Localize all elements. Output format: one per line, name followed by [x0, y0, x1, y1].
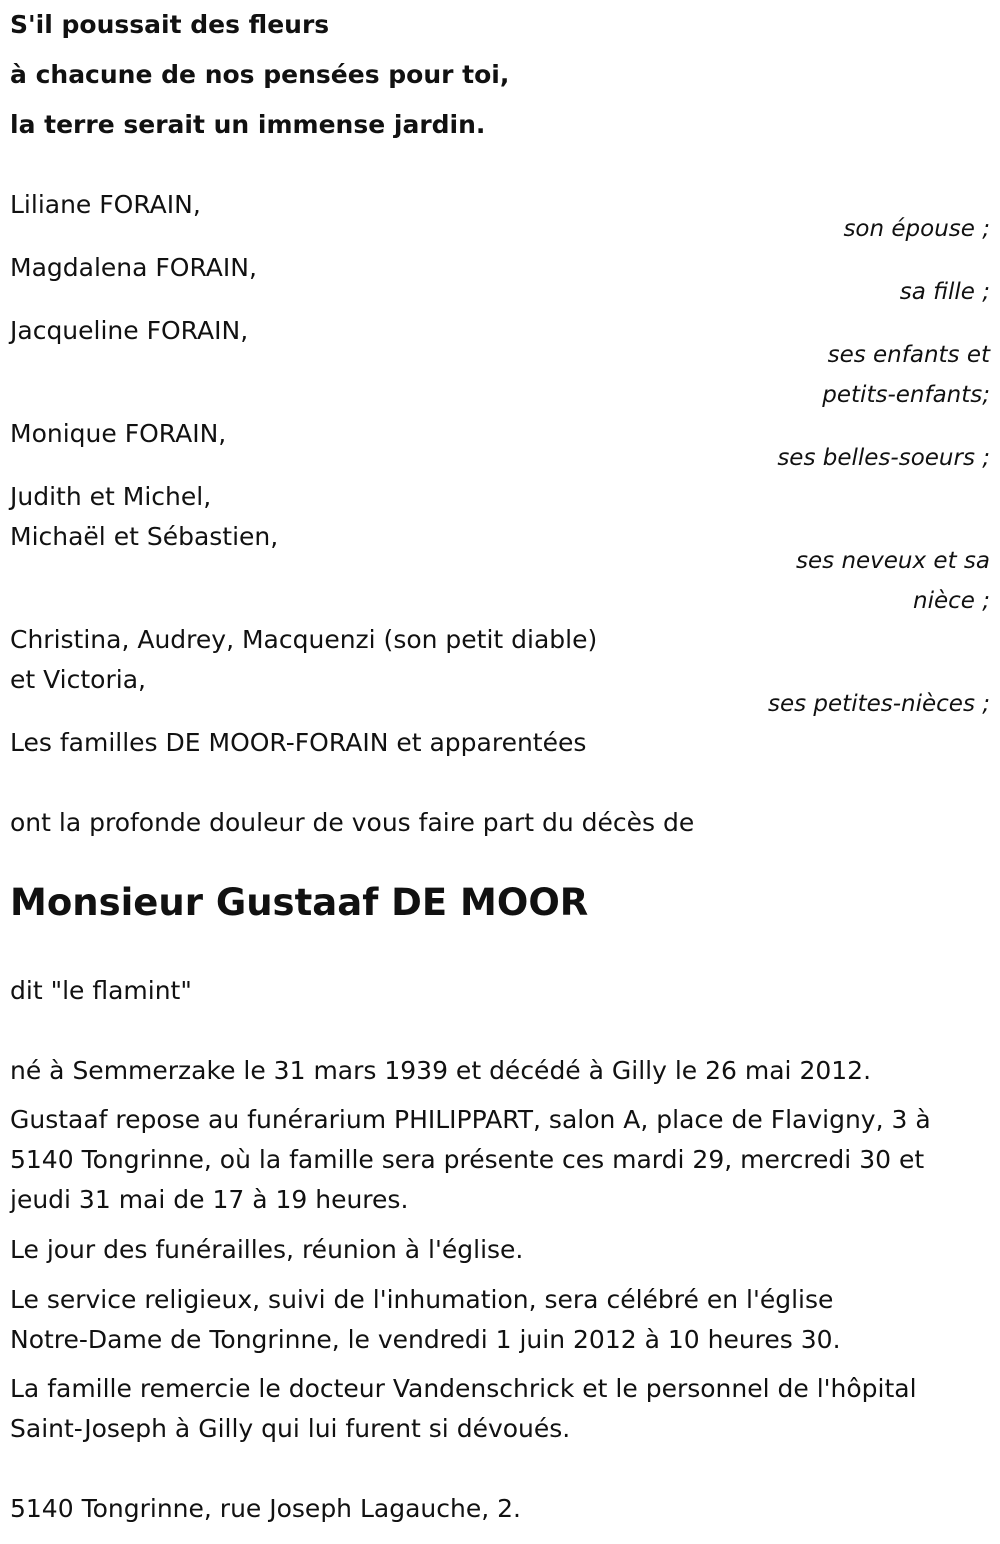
family-relation-nephews-2: nièce ; [913, 588, 990, 614]
family-relation-nephews-1: ses neveux et sa [796, 548, 990, 574]
thanks-line-2: Saint-Joseph à Gilly qui lui furent si dévoués. [10, 1414, 571, 1443]
family-relation-monique: ses belles-soeurs ; [777, 445, 990, 471]
family-name-victoria: et Victoria, [10, 665, 146, 694]
family-relation-jacqueline-1: ses enfants et [827, 342, 990, 368]
repose-line-1: Gustaaf repose au funérarium PHILIPPART, salon A, place de Flavigny, 3 à [10, 1105, 931, 1134]
service-line-1: Le service religieux, suivi de l'inhumation, sera célébré en l'église [10, 1285, 834, 1314]
family-name-michael: Michaël et Sébastien, [10, 522, 279, 551]
family-relation-liliane: son épouse ; [843, 216, 990, 242]
announcement-text: ont la profonde douleur de vous faire part du décès de [10, 808, 695, 837]
family-name-christina: Christina, Audrey, Macquenzi (son petit diable) [10, 625, 598, 654]
poem-line-2: à chacune de nos pensées pour toi, [10, 60, 510, 89]
service-line-2: Notre-Dame de Tongrinne, le vendredi 1 juin 2012 à 10 heures 30. [10, 1325, 841, 1354]
thanks-line-1: La famille remercie le docteur Vandenschrick et le personnel de l'hôpital [10, 1374, 917, 1403]
repose-line-2: 5140 Tongrinne, où la famille sera présente ces mardi 29, mercredi 30 et [10, 1145, 925, 1174]
family-name-magdalena: Magdalena FORAIN, [10, 253, 257, 282]
poem-line-3: la terre serait un immense jardin. [10, 110, 486, 139]
repose-line-3: jeudi 31 mai de 17 à 19 heures. [10, 1185, 409, 1214]
family-name-judith: Judith et Michel, [10, 482, 212, 511]
family-name-jacqueline: Jacqueline FORAIN, [10, 316, 249, 345]
nickname: dit "le flamint" [10, 976, 192, 1005]
family-name-families: Les familles DE MOOR-FORAIN et apparentées [10, 728, 587, 757]
meeting-text: Le jour des funérailles, réunion à l'église. [10, 1235, 524, 1264]
poem-line-1: S'il poussait des fleurs [10, 10, 330, 39]
family-name-monique: Monique FORAIN, [10, 419, 227, 448]
address-text: 5140 Tongrinne, rue Joseph Lagauche, 2. [10, 1494, 521, 1523]
birth-death-text: né à Semmerzake le 31 mars 1939 et décédé à Gilly le 26 mai 2012. [10, 1056, 872, 1085]
family-relation-magdalena: sa fille ; [899, 279, 990, 305]
family-name-liliane: Liliane FORAIN, [10, 190, 201, 219]
family-relation-jacqueline-2: petits-enfants; [822, 382, 990, 408]
deceased-name: Monsieur Gustaaf DE MOOR [10, 881, 589, 924]
family-relation-grandnieces: ses petites-nièces ; [768, 691, 990, 717]
